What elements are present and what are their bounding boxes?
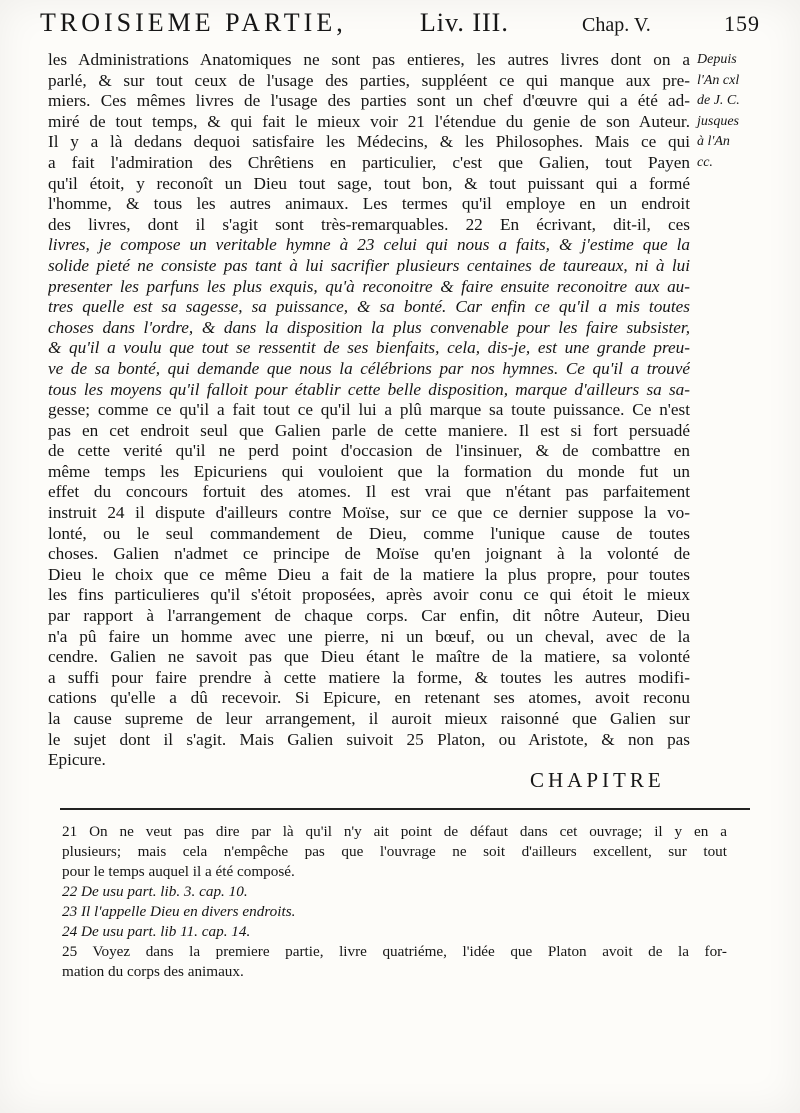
text-line: de cette verité qu'il ne perd point d'occasion de l'insinuer, & de combattre en <box>48 441 690 461</box>
text-line: même temps les Epicuriens qui vouloient que la formation du monde fut un <box>48 461 690 481</box>
text-line: choses dans l'ordre, & dans la disposition la plus convenable pour les faire subsister, <box>48 317 690 337</box>
footnote-line: 25 Voyez dans la premiere partie, livre quatriéme, l'idée que Platon avoit de la for- <box>62 943 727 960</box>
text-line: a fait l'admiration des Chrêtiens en particulier, c'est que Galien, tout Payen <box>48 152 690 172</box>
footnote-25 <box>62 942 727 982</box>
text-line: cendre. Galien ne savoit pas que Dieu étant le maître de la matiere, sa volonté <box>48 647 690 667</box>
text-line: tous les moyens qu'il falloit pour établir cette belle disposition, marque d'ailleurs sa sa- <box>48 379 690 399</box>
margin-note-line: de J. C. <box>697 93 740 109</box>
text-line: lonté, ou le seul commandement de Dieu, comme l'unique cause de toutes <box>48 523 690 543</box>
text-line: effet du concours fortuit des atomes. Il est vrai que n'étant pas parfaitement <box>48 482 690 502</box>
text-line: l'homme, & tous les autres animaux. Les termes qu'il employe en un endroit <box>48 194 690 214</box>
margin-note <box>697 50 797 174</box>
footnote-line: plusieurs; mais cela n'empêche pas que l'ouvrage ne soit d'ailleurs excellent, sur tout <box>62 843 727 860</box>
footnotes <box>62 822 727 982</box>
text-line: cations qu'elle a dû recevoir. Si Epicure, en retenant ses atomes, avoit reconu <box>48 688 690 708</box>
text-line: solide pieté ne consiste pas tant à lui sacrifier plusieurs centaines de taureaux, ni à lui <box>48 255 690 275</box>
text-line: Epicure. <box>48 750 106 770</box>
text-line: livres, je compose un veritable hymne à 23 celui qui nous a faits, & j'estime que la <box>48 235 690 255</box>
footnote-rule <box>60 808 750 810</box>
text-line: Dieu le choix que ce même Dieu a fait de la matiere la plus propre, pour toutes <box>48 564 690 584</box>
catchword-chapitre: CHAPITRE <box>530 768 665 792</box>
text-line: miré de tout temps, & qui fait le mieux voir 21 l'étendue du genie de son Auteur. <box>48 111 690 131</box>
text-line: miers. Ces mêmes livres de l'usage des parties sont un chef d'œuvre qui a été ad- <box>48 91 690 111</box>
text-line: ve de sa bonté, qui demande que nous la célébrions par nos hymnes. Ce qu'il a trouvé <box>48 358 690 378</box>
header-livre: Liv. III. <box>419 8 509 37</box>
text-line: tres quelle est sa sagesse, sa puissance, & sa bonté. Car enfin ce qu'il a mis toutes <box>48 297 690 317</box>
text-line: la cause supreme de leur arrangement, il auroit mieux raisonné que Galien sur <box>48 709 690 728</box>
text-line: les Administrations Anatomiques ne sont pas entieres, les autres livres dont on a <box>48 50 690 69</box>
margin-note-line: cc. <box>697 154 713 170</box>
footnote-line: pour le temps auquel il a été composé. <box>62 863 295 880</box>
margin-note-line: jusques <box>697 113 739 129</box>
text-line: presenter les parfuns les plus exquis, qu'à reconoitre & faire ensuite reconoitre aux au- <box>48 276 690 296</box>
text-line: des livres, dont il s'agit sont très-remarquables. 22 En écrivant, dit-il, ces <box>48 214 690 234</box>
footnote-22: 22 De usu part. lib. 3. cap. 10. <box>62 883 248 900</box>
text-line: gesse; comme ce qu'il a fait tout ce qu'il lui a plû marque sa toute puissance. Ce n'est <box>48 400 690 420</box>
text-line: Il y a là dedans dequoi satisfaire les Médecins, & les Philosophes. Mais ce qui <box>48 132 690 152</box>
running-header <box>40 8 760 38</box>
header-part: TROISIEME PARTIE, <box>40 8 347 37</box>
text-line: le sujet dont il s'agit. Mais Galien suivoit 25 Platon, ou Aristote, & non pas <box>48 729 690 749</box>
text-line: pas en cet endroit seul que Galien parle de cette maniere. Il est si fort persuadé <box>48 420 690 440</box>
text-line: les fins particulieres qu'il s'étoit proposées, après avoir conu ce qui étoit le mieux <box>48 585 690 605</box>
text-line: instruit 24 il dispute d'ailleurs contre Moïse, sur ce que ce dernier suppose la vo- <box>48 503 690 523</box>
margin-note-line: Depuis <box>697 52 737 67</box>
margin-note-line: à l'An <box>697 134 730 150</box>
footnote-23: 23 Il l'appelle Dieu en divers endroits. <box>62 903 296 920</box>
main-text <box>48 50 690 771</box>
text-line: qu'il étoit, y reconoît un Dieu tout sage, tout bon, & tout puissant qui a formé <box>48 173 690 193</box>
footnote-21 <box>62 822 727 882</box>
text-line: n'a pû faire un homme avec une pierre, ni un bœuf, ou un cheval, avec de la <box>48 626 690 646</box>
footnote-line: 21 On ne veut pas dire par là qu'il n'y ait point de défaut dans cet ouvrage; il y en a <box>62 823 727 840</box>
header-chapter: Chap. V. <box>582 14 651 36</box>
text-line: par rapport à l'arrangement de chaque corps. Car enfin, dit nôtre Auteur, Dieu <box>48 606 690 626</box>
text-line: a suffi pour faire prendre à cette matiere la forme, & toutes les autres modifi- <box>48 667 690 687</box>
text-line: choses. Galien n'admet ce principe de Moïse qu'en joignant à la volonté de <box>48 544 690 564</box>
footnote-24: 24 De usu part. lib 11. cap. 14. <box>62 923 251 940</box>
footnote-line: mation du corps des animaux. <box>62 963 244 980</box>
margin-note-line: l'An cxl <box>697 72 740 88</box>
text-line: & qu'il a voulu que tout se ressentit de ses bienfaits, cela, dis-je, est une grande preu- <box>48 338 690 358</box>
text-line: parlé, & sur tout ceux de l'usage des parties, suppléent ce qui manque aux pre- <box>48 70 690 90</box>
page-number: 159 <box>723 11 760 36</box>
